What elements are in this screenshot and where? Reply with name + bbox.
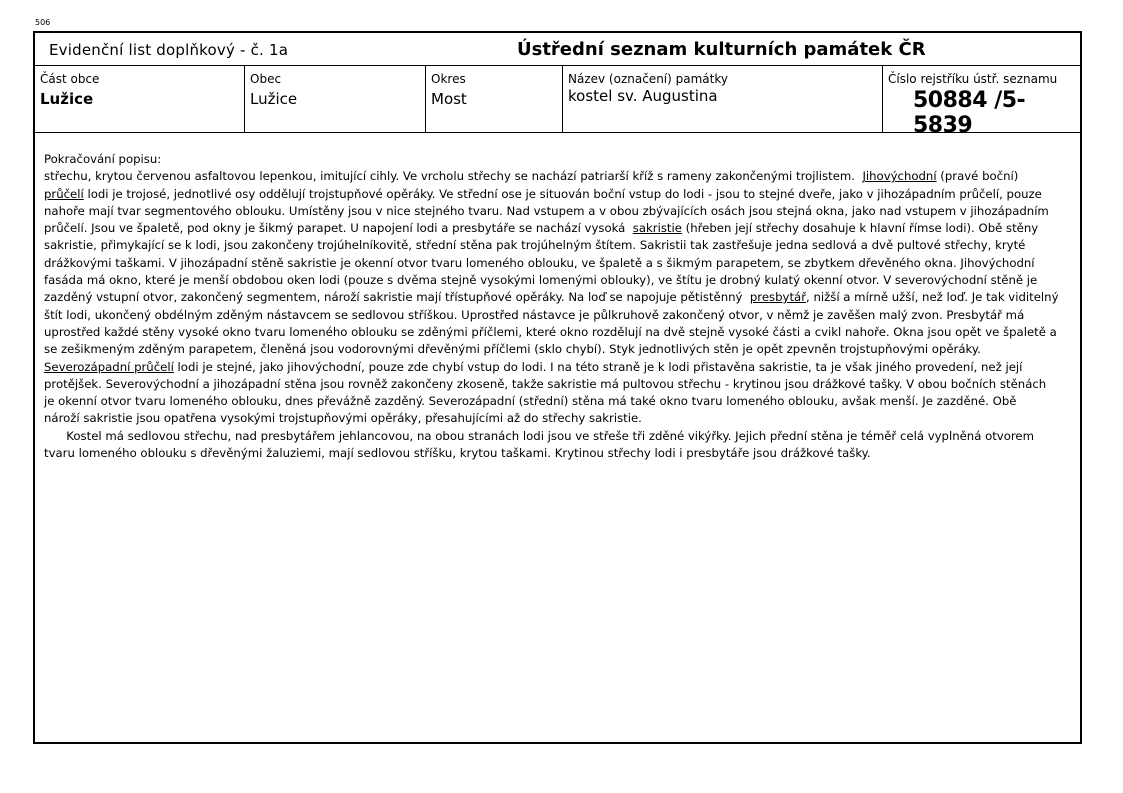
- text-run: je okenní otvor tvaru lomeného oblouku, dnes převážně zazděný. Severozápadní (střední) stěna má také okno tvaru lomeného oblouku, avšak menší. Je zazděné. Obě: [44, 394, 1017, 409]
- description-line: [44, 220, 1074, 237]
- underlined-term: průčelí: [44, 186, 84, 201]
- underlined-term: presbytář: [749, 290, 807, 305]
- text-run: fasáda má okno, které je menší obdobou oken lodi (pouze s dvěma stejně vysokými lomenými oblouky), ve štítu je drobný kulatý okenní otvor. V severovýchodní stěně je: [44, 273, 1038, 288]
- description-line: [44, 428, 1074, 445]
- main-title: Ústřední seznam kulturních památek ČR: [517, 39, 926, 60]
- text-run: , nižší a mírně užší, než loď. Je tak viditelný: [806, 290, 1059, 305]
- description-line: [44, 203, 1074, 220]
- description-line: [44, 376, 1074, 393]
- text-run: se zešikmeným zděným parapetem, členěná jsou vodorovnými dřevěnými příčlemi (sklo chybí). Styk jednotlivých stěn je opět zpevněn trojstupňovými opěráky.: [44, 342, 981, 357]
- text-run: lodi je stejné, jako jihovýchodní, pouze zde chybí vstup do lodi. I na této straně je k lodi přistavěna sakristie, ta je však jiného provedení, než její: [173, 359, 1023, 374]
- description-line: [44, 272, 1074, 289]
- header-row: [35, 33, 1080, 66]
- description-line: [44, 359, 1074, 376]
- text-run: lodi je trojosé, jednotlivé osy oddělují trojstupňové opěráky. Ve střední ose je situován boční vstup do lodi - jsou to stejné dveře, jako v jihozápadním průčelí, pouze: [83, 186, 1042, 201]
- text-run: Kostel má sedlovou střechu, nad presbytářem jehlancovou, na obou stranách lodi jsou ve střeše tři zděné vikýřky. Jejich přední stěna je téměř celá vyplněná otvorem: [44, 428, 1035, 443]
- field-value: Lužice: [40, 90, 94, 108]
- text-run: (pravé boční): [936, 169, 1019, 184]
- description-line: [44, 393, 1074, 410]
- description: [44, 151, 1074, 462]
- field-value: Most: [431, 90, 467, 108]
- description-line: [44, 445, 1074, 462]
- page-number: 506: [35, 18, 51, 27]
- field-label: Okres: [431, 72, 466, 86]
- underlined-term: Jihovýchodní: [862, 169, 937, 184]
- text-run: protějšek. Severovýchodní a jihozápadní stěna jsou rovněž zakončeny zkoseně, takže sakristie má pultovou střechu - krytinou jsou drážkové tašky. V obou bočních stěnách: [44, 376, 1047, 391]
- field-label: Číslo rejstříku ústř. seznamu: [888, 72, 1058, 86]
- description-line: [44, 289, 1074, 306]
- description-line: [44, 168, 1074, 185]
- form-title: Evidenční list doplňkový - č. 1a: [49, 41, 289, 59]
- description-line: [44, 341, 1074, 358]
- field-okres: [426, 66, 563, 132]
- record-sheet: [33, 31, 1082, 744]
- field-cislo: [883, 66, 1080, 138]
- text-run: nároží sakristie jsou opatřena vysokými trojstupňovými opěráky, přesahujícími až do střechy sakristie.: [44, 411, 642, 426]
- text-run: drážkovými taškami. V jihozápadní stěně sakristie je okenní otvor tvaru lomeného oblouku, ve špaletě a s šikmým parapetem, se zbytkem dřevěného okna. Jihovýchodní: [44, 255, 1035, 270]
- description-line: [44, 255, 1074, 272]
- field-label: Název (označení) památky: [568, 72, 728, 86]
- underlined-term: Severozápadní průčelí: [44, 359, 174, 374]
- field-cast-obce: [35, 66, 245, 132]
- description-line: [44, 410, 1074, 427]
- field-label: Část obce: [40, 72, 100, 86]
- description-line: [44, 307, 1074, 324]
- description-line: [44, 324, 1074, 341]
- description-text: [44, 168, 1074, 462]
- description-heading: Pokračování popisu:: [44, 152, 162, 166]
- underlined-term: sakristie: [632, 221, 682, 236]
- field-label: Obec: [250, 72, 282, 86]
- text-run: uprostřed každé stěny vysoké okno tvaru lomeného oblouku se zděnými příčlemi, které okno rozdělují na dvě stejně vysoké části a cvikl nahoře. Okna jsou opět ve špaletě a: [44, 324, 1057, 339]
- text-run: (hřeben její střechy dosahuje k hlavní římse lodi). Obě stěny: [681, 221, 1039, 236]
- text-run: střechu, krytou červenou asfaltovou lepenkou, imitující cihly. Ve vrcholu střechy se nachází patriarší kříž s rameny zakončenými trojlistem.: [44, 169, 863, 184]
- text-run: průčelí. Jsou ve špaletě, pod okny je šikmý parapet. U napojení lodi a presbytáře se nachází vysoká: [44, 221, 633, 236]
- registry-number: 50884 /5-5839: [913, 88, 1026, 138]
- field-value: kostel sv. Augustina: [568, 87, 718, 105]
- description-line: [44, 237, 1074, 254]
- text-run: štít lodi, ukončený obdélným zděným nástavcem se sedlovou stříškou. Uprostřed nástavce je půlkruhově zakončený otvor, v němž je zavěšen malý zvon. Presbytář má: [44, 307, 1025, 322]
- text-run: zazděný vstupní otvor, zakončený segmentem, nároží sakristie mají třístupňové opěráky. Na loď se napojuje pětistěnný: [44, 290, 750, 305]
- text-run: tvaru lomeného oblouku s dřevěnými žaluziemi, mají sedlovou stříšku, krytou taškami. Krytinou střechy lodi i presbytáře jsou drážkové tašky.: [44, 446, 871, 461]
- field-nazev: [563, 66, 883, 132]
- field-value: Lužice: [250, 90, 298, 108]
- text-run: nahoře mají tvar segmentového oblouku. Umístěny jsou v nice stejného tvaru. Nad vstupem a v obou zbývajících osách jsou stejná okna, jako nad vstupem v jihozápadním: [44, 203, 1049, 218]
- description-line: [44, 186, 1074, 203]
- text-run: sakristie, přimykající se k lodi, jsou zakončeny trojúhelníkovitě, střední stěna pak trojúhelným štítem. Sakristii tak zastřešuje jedna sedlová a dvě pultové střechy, kryté: [44, 238, 1026, 253]
- field-obec: [245, 66, 426, 132]
- fields-row: [35, 66, 1080, 138]
